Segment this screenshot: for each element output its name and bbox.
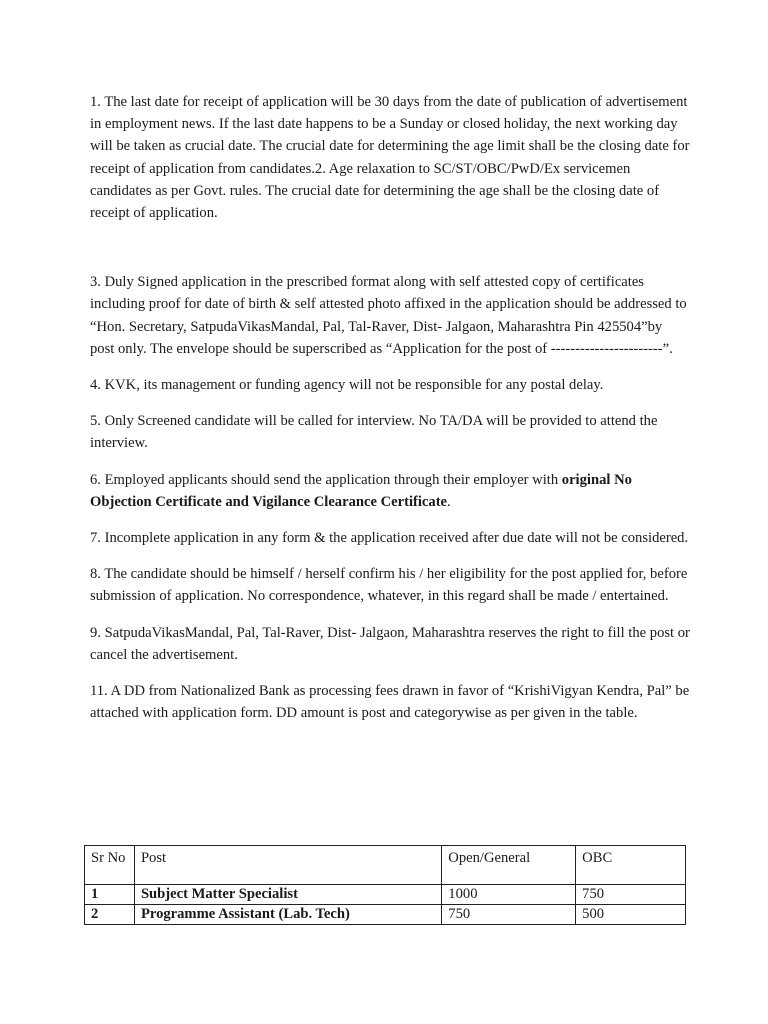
cell-sr: 2: [85, 905, 135, 925]
paragraph-6-emphasis: original No Objection Certificate and Vigilance Clearance Certificate: [90, 471, 632, 510]
paragraph-6-end: .: [447, 493, 451, 510]
cell-obc: 750: [576, 885, 686, 905]
header-open-general: Open/General: [442, 846, 576, 885]
cell-post: Programme Assistant (Lab. Tech): [134, 905, 441, 925]
header-obc: OBC: [576, 846, 686, 885]
paragraph-8: 8. The candidate should be himself / herself confirm his / her eligibility for the post applied for, before submission of application. No correspondence, whatever, in this regard shall be made / entertained.: [90, 566, 688, 605]
paragraph-7: 7. Incomplete application in any form & the application received after due date will not be considered.: [90, 530, 689, 547]
table-row: [85, 885, 686, 905]
paragraph-6-text: 6. Employed applicants should send the application through their employer with: [90, 471, 562, 488]
cell-open-general: 1000: [442, 885, 576, 905]
paragraph-5: 5. Only Screened candidate will be called for interview. No TA/DA will be provided to attend the interview.: [90, 413, 658, 452]
cell-sr: 1: [85, 885, 135, 905]
paragraph-6: [90, 469, 690, 513]
header-post: Post: [134, 846, 441, 885]
cell-open-general: 750: [442, 905, 576, 925]
spacer: [90, 549, 690, 563]
spacer: [90, 360, 690, 374]
paragraph-3: 3. Duly Signed application in the prescribed format along with self attested copy of certificates including proof for date of birth & self attested photo affixed in the application should be addressed to “Hon. Secretary, SatpudaVikasMandal, Pal, Tal-Raver, Dist- Jalgaon, Maharashtra Pin 425504”by post only. The envelope should be superscribed as “Application for the post of -----------------------”.: [90, 274, 687, 357]
fees-table: [84, 845, 686, 925]
spacer: [90, 396, 690, 410]
header-sr-no: Sr No: [85, 846, 135, 885]
spacer: [90, 455, 690, 469]
spacer: [90, 666, 690, 680]
cell-obc: 500: [576, 905, 686, 925]
spacer: [90, 608, 690, 622]
spacer: [90, 224, 690, 271]
paragraph-4: 4. KVK, its management or funding agency will not be responsible for any postal delay.: [90, 377, 604, 394]
document-body: [90, 91, 690, 724]
cell-post: Subject Matter Specialist: [134, 885, 441, 905]
paragraph-1: 1. The last date for receipt of application will be 30 days from the date of publication of advertisement in employment news. If the last date happens to be a Sunday or closed holiday, the next working day will be taken as crucial date. The crucial date for determining the age limit shall be the closing date for receipt of application from candidates.2. Age relaxation to SC/ST/OBC/PwD/Ex servicemen candidates as per Govt. rules. The crucial date for determining the age shall be the closing date of receipt of application.: [90, 94, 690, 222]
paragraph-9: 9. SatpudaVikasMandal, Pal, Tal-Raver, Dist- Jalgaon, Maharashtra reserves the right to fill the post or cancel the advertisement.: [90, 624, 690, 663]
paragraph-11: 11. A DD from Nationalized Bank as processing fees drawn in favor of “KrishiVigyan Kendra, Pal” be attached with application form. DD amount is post and categorywise as per given in the table.: [90, 683, 690, 722]
spacer: [90, 513, 690, 527]
table-row: [85, 905, 686, 925]
table-header-row: [85, 846, 686, 885]
